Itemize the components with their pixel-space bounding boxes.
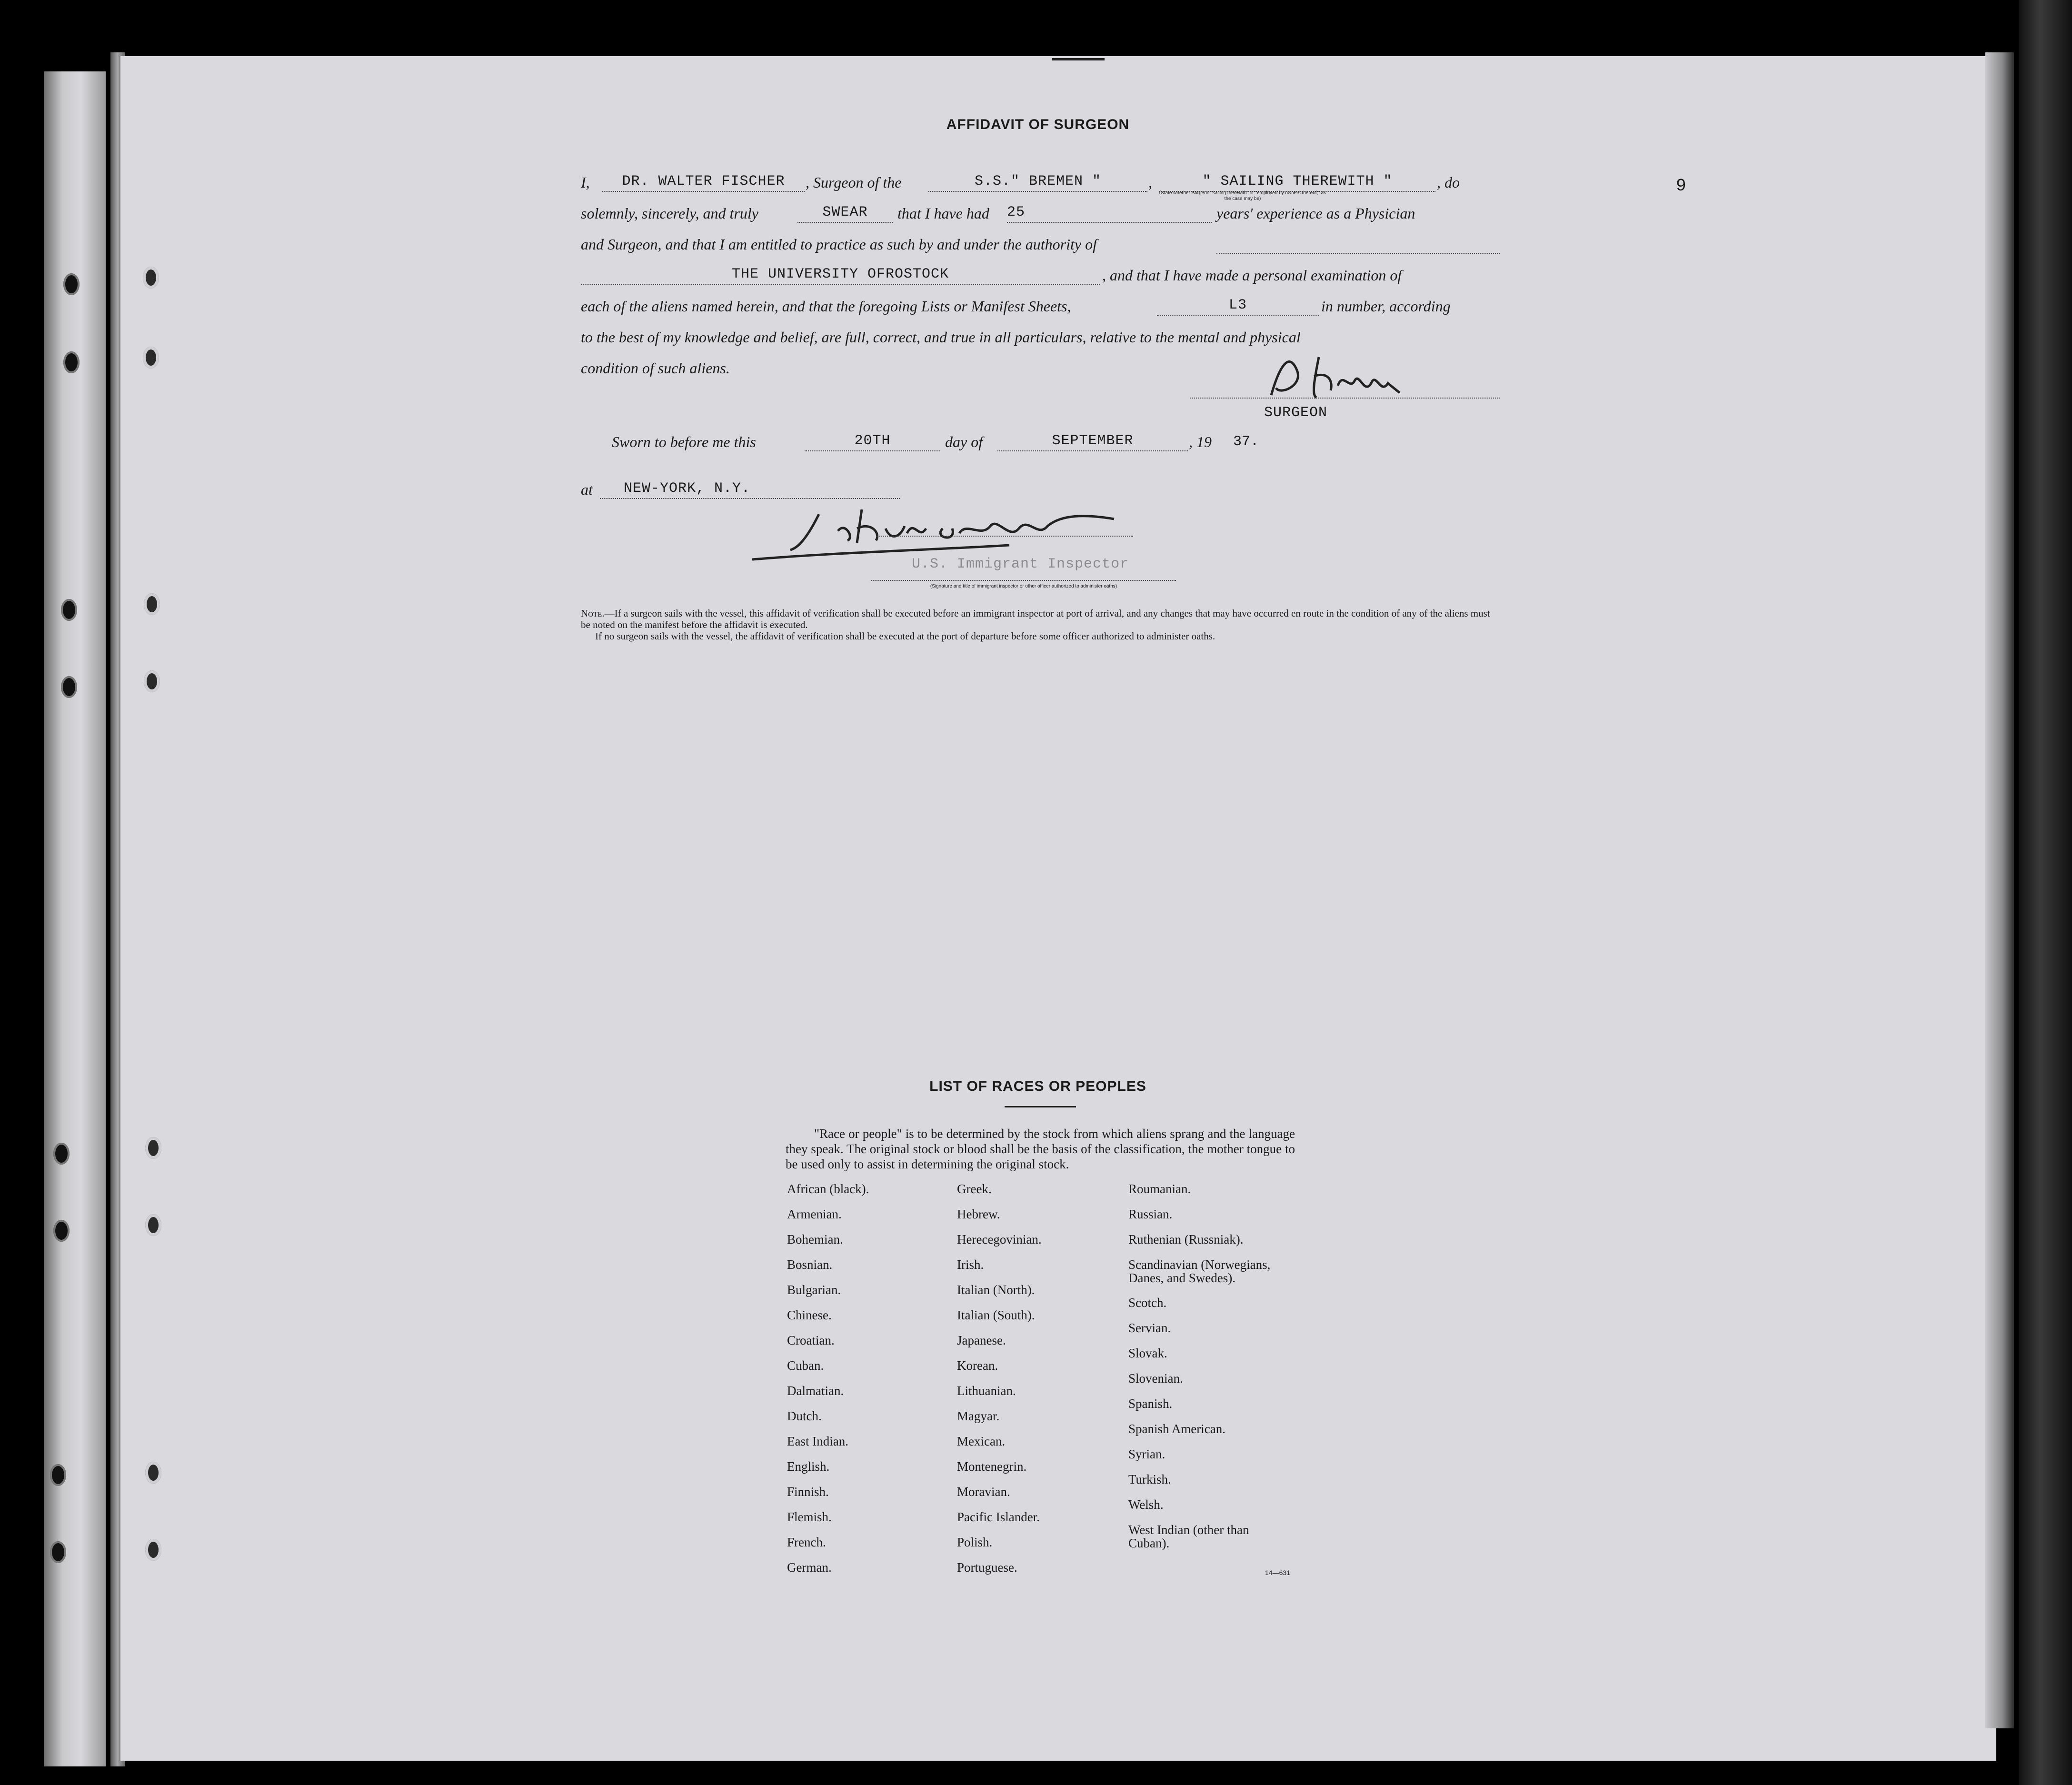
race-item: Slovenian. [1128, 1371, 1183, 1386]
affidavit-i-label: I, [581, 174, 590, 191]
affidavit-line-3 [581, 231, 1500, 259]
sailing-status-field: " SAILING THEREWITH " [1159, 172, 1435, 192]
race-item: Moravian. [957, 1485, 1010, 1499]
race-item: Bulgarian. [787, 1283, 841, 1297]
solemnly-label: solemnly, sincerely, and truly [581, 205, 758, 222]
race-item: Korean. [957, 1358, 998, 1373]
punch-hole [145, 1462, 161, 1484]
top-mark [1052, 58, 1105, 60]
punch-hole [50, 1464, 66, 1486]
sworn-line [612, 429, 1421, 457]
punch-hole [145, 1214, 161, 1236]
race-item: Croatian. [787, 1333, 835, 1347]
race-item: Irish. [957, 1257, 984, 1272]
punch-hole [61, 599, 77, 621]
margin-mark: 9 [1676, 176, 1686, 196]
races-column-1 [787, 1182, 944, 1586]
affidavit-line-5 [581, 293, 1500, 321]
race-item: Servian. [1128, 1321, 1171, 1335]
race-item: Italian (North). [957, 1283, 1035, 1297]
inspector-title: U.S. Immigrant Inspector [912, 556, 1129, 572]
place-field: NEW-YORK, N.Y. [600, 479, 900, 499]
race-item: Magyar. [957, 1409, 1000, 1423]
race-item: Bohemian. [787, 1232, 843, 1247]
day-of-label: day of [945, 433, 983, 450]
race-item: German. [787, 1560, 832, 1575]
authority-blank [1216, 234, 1500, 254]
race-item: Turkish. [1128, 1472, 1171, 1486]
examination-label: , and that I have made a personal examination of [1102, 267, 1402, 284]
affidavit-note [581, 608, 1500, 642]
race-item: Flemish. [787, 1510, 832, 1524]
scanner-edge [2019, 0, 2072, 1785]
race-item: Greek. [957, 1182, 992, 1196]
race-item: Welsh. [1128, 1497, 1164, 1512]
race-item: Montenegrin. [957, 1459, 1027, 1474]
race-item: Portuguese. [957, 1560, 1017, 1575]
race-item: Polish. [957, 1535, 993, 1549]
note-lead: Note. [581, 608, 605, 619]
punch-hole [53, 1220, 70, 1242]
race-item: Bosnian. [787, 1257, 833, 1272]
race-item: Slovak. [1128, 1346, 1167, 1360]
affidavit-line-2 [581, 200, 1500, 229]
race-item: Armenian. [787, 1207, 842, 1221]
oath-field: SWEAR [797, 203, 893, 223]
race-item: Italian (South). [957, 1308, 1035, 1322]
punch-hole [63, 273, 80, 295]
punch-hole [144, 593, 160, 615]
race-item: Ruthenian (Russniak). [1128, 1232, 1244, 1247]
race-item: Dutch. [787, 1409, 822, 1423]
race-item: Mexican. [957, 1434, 1006, 1448]
surgeon-of-label: , Surgeon of the [806, 174, 902, 191]
surgeon-label: SURGEON [1264, 405, 1328, 421]
aliens-label: each of the aliens named herein, and that the foregoing Lists or Manifest Sheets, [581, 298, 1071, 315]
race-item: Lithuanian. [957, 1384, 1016, 1398]
inspector-caption-line [871, 580, 1176, 581]
race-item: East Indian. [787, 1434, 848, 1448]
punch-hole [63, 351, 80, 373]
year-prefix-label: , 19 [1189, 433, 1212, 450]
races-column-3 [1128, 1182, 1290, 1561]
sworn-month-field: SEPTEMBER [997, 431, 1188, 451]
title-rule [1005, 1106, 1076, 1107]
race-item: Roumanian. [1128, 1182, 1191, 1196]
have-had-label: that I have had [897, 205, 989, 222]
condition-label: condition of such aliens. [581, 359, 730, 377]
authority-label: and Surgeon, and that I am entitled to practice as such by and under the authority of [581, 236, 1097, 253]
race-item: Chinese. [787, 1308, 832, 1322]
do-label: , do [1437, 174, 1460, 191]
surgeon-signature-line [1190, 398, 1500, 399]
race-item: Finnish. [787, 1485, 829, 1499]
punch-hole [53, 1143, 70, 1165]
comma-label: , [1148, 174, 1152, 191]
race-item: West Indian (other than Cuban). [1128, 1523, 1249, 1550]
race-item: Japanese. [957, 1333, 1006, 1347]
punch-hole [143, 347, 159, 369]
punch-hole [50, 1541, 66, 1563]
punch-hole [61, 676, 77, 698]
race-item: Cuban. [787, 1358, 824, 1373]
race-item: Spanish American. [1128, 1422, 1225, 1436]
sworn-year-field: 37. [1233, 434, 1259, 450]
race-item: Spanish. [1128, 1396, 1173, 1411]
race-item: African (black). [787, 1182, 869, 1196]
surgeon-name-field: DR. WALTER FISCHER [602, 172, 805, 192]
binder-strip [44, 71, 106, 1766]
punch-hole [143, 267, 159, 289]
races-intro: "Race or people" is to be determined by the stock from which aliens sprang and the language they speak. The original stock or blood shall be the basis of the classification, the mother tongue to be used only to assist in determining the original stock. [786, 1127, 1295, 1171]
authority-field: THE UNIVERSITY OFROSTOCK [581, 265, 1100, 285]
race-item: Russian. [1128, 1207, 1173, 1221]
note-paragraph-1: —If a surgeon sails with the vessel, this affidavit of verification shall be executed before an immigrant inspector at port of arrival, and any changes that may have occurred en route in the condition of any of the aliens must be noted on the manifest before the affidavit is executed. [581, 608, 1490, 630]
race-item: Scotch. [1128, 1296, 1167, 1310]
status-note: (State whether Surgeon "sailing therewith" or "employed by owners thereof," as the case may be) [1159, 190, 1326, 201]
inspector-signature-line [876, 536, 1133, 537]
page-edge [1985, 52, 2014, 1728]
race-item: French. [787, 1535, 826, 1549]
form-number: 14—631 [1265, 1569, 1290, 1576]
race-item: Herecegovinian. [957, 1232, 1042, 1247]
years-field: 25 [1007, 203, 1212, 223]
punch-hole [145, 1137, 161, 1159]
sheets-count-field: L3 [1157, 296, 1319, 316]
note-paragraph-2: If no surgeon sails with the vessel, the affidavit of verification shall be executed at the port of departure before some officer authorized to administer oaths. [595, 630, 1215, 642]
affidavit-line-1 [581, 169, 1500, 198]
punch-hole [145, 1539, 161, 1561]
at-label: at [581, 481, 593, 498]
experience-label: years' experience as a Physician [1216, 205, 1415, 222]
belief-label: to the best of my knowledge and belief, are full, correct, and true in all particulars, relative to the mental and physical [581, 329, 1301, 346]
sworn-day-field: 20TH [805, 431, 940, 451]
races-column-2 [957, 1182, 1114, 1586]
in-number-label: in number, according [1321, 298, 1451, 315]
sworn-label: Sworn to before me this [612, 433, 756, 450]
affidavit-title: AFFIDAVIT OF SURGEON [946, 117, 1130, 132]
punch-hole [144, 670, 160, 692]
race-item: Pacific Islander. [957, 1510, 1040, 1524]
inspector-caption: (Signature and title of immigrant inspector or other officer authorized to administer oaths) [930, 584, 1117, 589]
surgeon-signature [1262, 343, 1433, 414]
race-item: Hebrew. [957, 1207, 1000, 1221]
race-item: Scandinavian (Norwegians, Danes, and Swedes). [1128, 1257, 1271, 1285]
race-item: Syrian. [1128, 1447, 1166, 1461]
ship-name-field: S.S." BREMEN " [928, 172, 1147, 192]
affidavit-line-4 [581, 262, 1500, 290]
races-title: LIST OF RACES OR PEOPLES [929, 1078, 1146, 1094]
race-item: Dalmatian. [787, 1384, 844, 1398]
race-item: English. [787, 1459, 830, 1474]
